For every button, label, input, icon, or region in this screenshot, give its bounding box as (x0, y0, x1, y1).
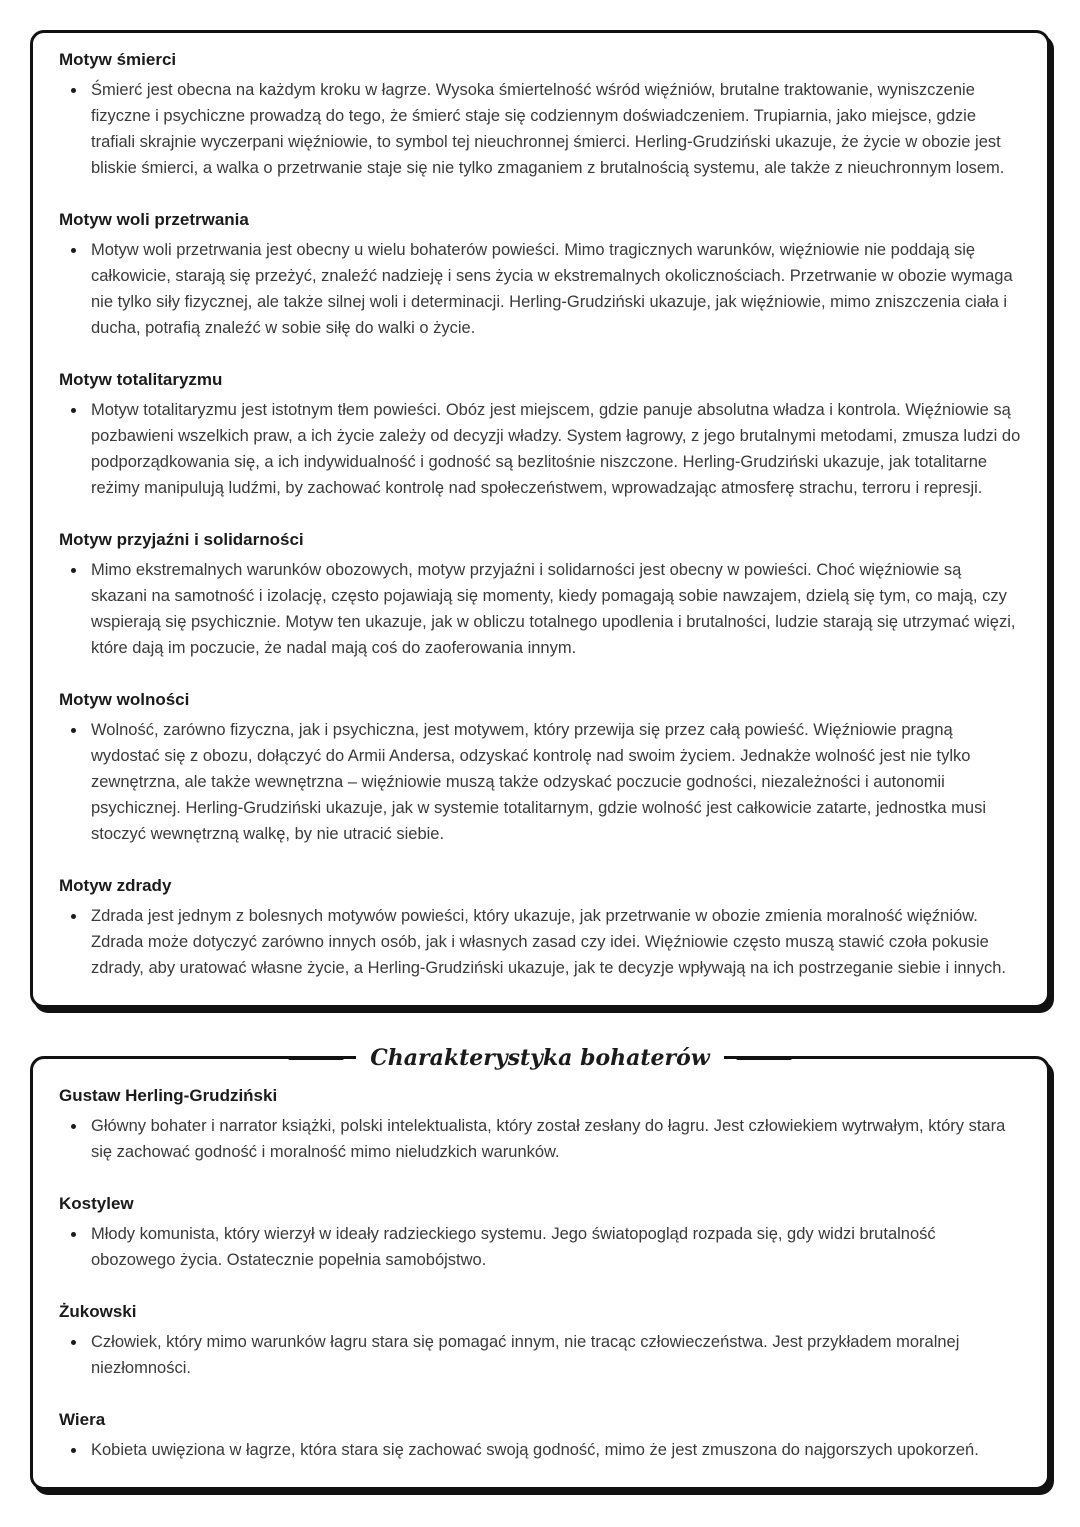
section-heading: Motyw totalitaryzmu (59, 370, 223, 389)
bullet-item: • Kobieta uwięziona w łagrze, która stara się zachować swoją godność, mimo że jest zmuszona do najgorszych upokorzeń. (87, 1437, 1021, 1463)
section (59, 873, 1021, 981)
motifs-box (30, 30, 1050, 1008)
bullet-item: • Młody komunista, który wierzył w ideały radzieckiego systemu. Jego światopogląd rozpada się, gdy widzi brutalność obozowego życia. Ostatecznie popełnia samobójstwo. (87, 1221, 1021, 1273)
section-heading: Żukowski (59, 1302, 137, 1321)
motifs-box-content (59, 47, 1021, 981)
bullet-item: • Mimo ekstremalnych warunków obozowych, motyw przyjaźni i solidarności jest obecny w powieści. Choć więźniowie są skazani na samotność i izolację, często pojawiają się momenty, kiedy pomagają sobie nawzajem, dzielą się tym, co mają, czy wspierają się psychicznie. Motyw ten ukazuje, jak w obliczu totalnego upodlenia i brutalności, ludzie starają się utrzymać więzi, które dają im poczucie, że nadal mają coś do zaoferowania innym. (87, 557, 1021, 661)
section-heading: Gustaw Herling-Grudziński (59, 1086, 278, 1105)
bullet-item: • Motyw woli przetrwania jest obecny u wielu bohaterów powieści. Mimo tragicznych warunków, więźniowie nie poddają się całkowicie, starają się przeżyć, znaleźć nadzieję i sens życia w ekstremalnych okolicznościach. Przetrwanie w obozie wymaga nie tylko siły fizycznej, ale także silnej woli i determinacji. Herling-Grudziński ukazuje, jak więźniowie, mimo zniszczenia ciała i ducha, potrafią znaleźć w sobie siłę do walki o życie. (87, 237, 1021, 341)
bullet-list (59, 717, 1021, 847)
section-heading: Motyw zdrady (59, 876, 172, 895)
section-heading: Motyw wolności (59, 690, 190, 709)
section (59, 687, 1021, 847)
characters-box-content (59, 1083, 1021, 1463)
bullet-list (59, 397, 1021, 501)
section-heading: Wiera (59, 1410, 106, 1429)
bullet-item: • Zdrada jest jednym z bolesnych motywów powieści, który ukazuje, jak przetrwanie w obozie zmienia moralność więźniów. Zdrada może dotyczyć zarówno innych osób, jak i własnych zasad czy idei. Więźniowie często muszą stawić czoła pokusie zdrady, aby uratować własne życie, a Herling-Grudziński ukazuje, jak te decyzje wpływają na ich postrzeganie siebie i innych. (87, 903, 1021, 981)
bullet-list (59, 1329, 1021, 1381)
section (59, 47, 1021, 181)
section (59, 1191, 1021, 1273)
section (59, 1083, 1021, 1165)
bullet-list (59, 77, 1021, 181)
bullet-list (59, 1221, 1021, 1273)
bullet-item: • Człowiek, który mimo warunków łagru stara się pomagać innym, nie tracąc człowieczeństwa. Jest przykładem moralnej niezłomności. (87, 1329, 1021, 1381)
characters-box-title (33, 1044, 1047, 1072)
characters-box (30, 1045, 1050, 1490)
section (59, 207, 1021, 341)
bullet-list (59, 903, 1021, 981)
bullet-item: • Wolność, zarówno fizyczna, jak i psychiczna, jest motywem, który przewija się przez całą powieść. Więźniowie pragną wydostać się z obozu, dołączyć do Armii Andersa, odzyskać kontrolę nad swoim życiem. Jednakże wolność jest nie tylko zewnętrzna, ale także wewnętrzna – więźniowie muszą także odzyskać poczucie godności, niezależności i autonomii psychicznej. Herling-Grudziński ukazuje, jak w systemie totalitarnym, gdzie wolność jest całkowicie zatarte, jednostka musi stoczyć wewnętrzną walkę, by nie utracić siebie. (87, 717, 1021, 847)
bullet-item: • Motyw totalitaryzmu jest istotnym tłem powieści. Obóz jest miejscem, gdzie panuje absolutna władza i kontrola. Więźniowie są pozbawieni wszelkich praw, a ich życie zależy od decyzji władzy. System łagrowy, z jego brutalnymi metodami, zmusza ludzi do podporządkowania się, a ich indywidualność i godność są bezlitośnie niszczone. Herling-Grudziński ukazuje, jak totalitarne reżimy manipulują ludźmi, by zachować kontrolę nad społeczeństwem, wprowadzając atmosferę strachu, terroru i represji. (87, 397, 1021, 501)
bullet-item: • Główny bohater i narrator książki, polski intelektualista, który został zesłany do łagru. Jest człowiekiem wytrwałym, który stara się zachować godność i moralność mimo nieludzkich warunków. (87, 1113, 1021, 1165)
bullet-list (59, 1113, 1021, 1165)
section (59, 367, 1021, 501)
title-rule-left-icon (288, 1056, 344, 1060)
section (59, 527, 1021, 661)
section-heading: Motyw śmierci (59, 50, 177, 69)
bullet-list (59, 237, 1021, 341)
section (59, 1299, 1021, 1381)
title-rule-right-icon (736, 1056, 792, 1060)
section-heading: Motyw woli przetrwania (59, 210, 249, 229)
characters-box-title-text: Charakterystyka bohaterów (356, 1044, 724, 1072)
bullet-list (59, 1437, 1021, 1463)
bullet-item: • Śmierć jest obecna na każdym kroku w łagrze. Wysoka śmiertelność wśród więźniów, brutalne traktowanie, wyniszczenie fizyczne i psychiczne prowadzą do tego, że śmierć staje się codziennym doświadczeniem. Trupiarnia, jako miejsce, gdzie trafiali skrajnie wyczerpani więźniowie, to symbol tej nieuchronnej śmierci. Herling-Grudziński ukazuje, że życie w obozie jest bliskie śmierci, a walka o przetrwanie staje się nie tylko zmaganiem z brutalnością systemu, ale także z nieuchronnym losem. (87, 77, 1021, 181)
section-heading: Kostylew (59, 1194, 134, 1213)
section-heading: Motyw przyjaźni i solidarności (59, 530, 304, 549)
bullet-list (59, 557, 1021, 661)
section (59, 1407, 1021, 1463)
